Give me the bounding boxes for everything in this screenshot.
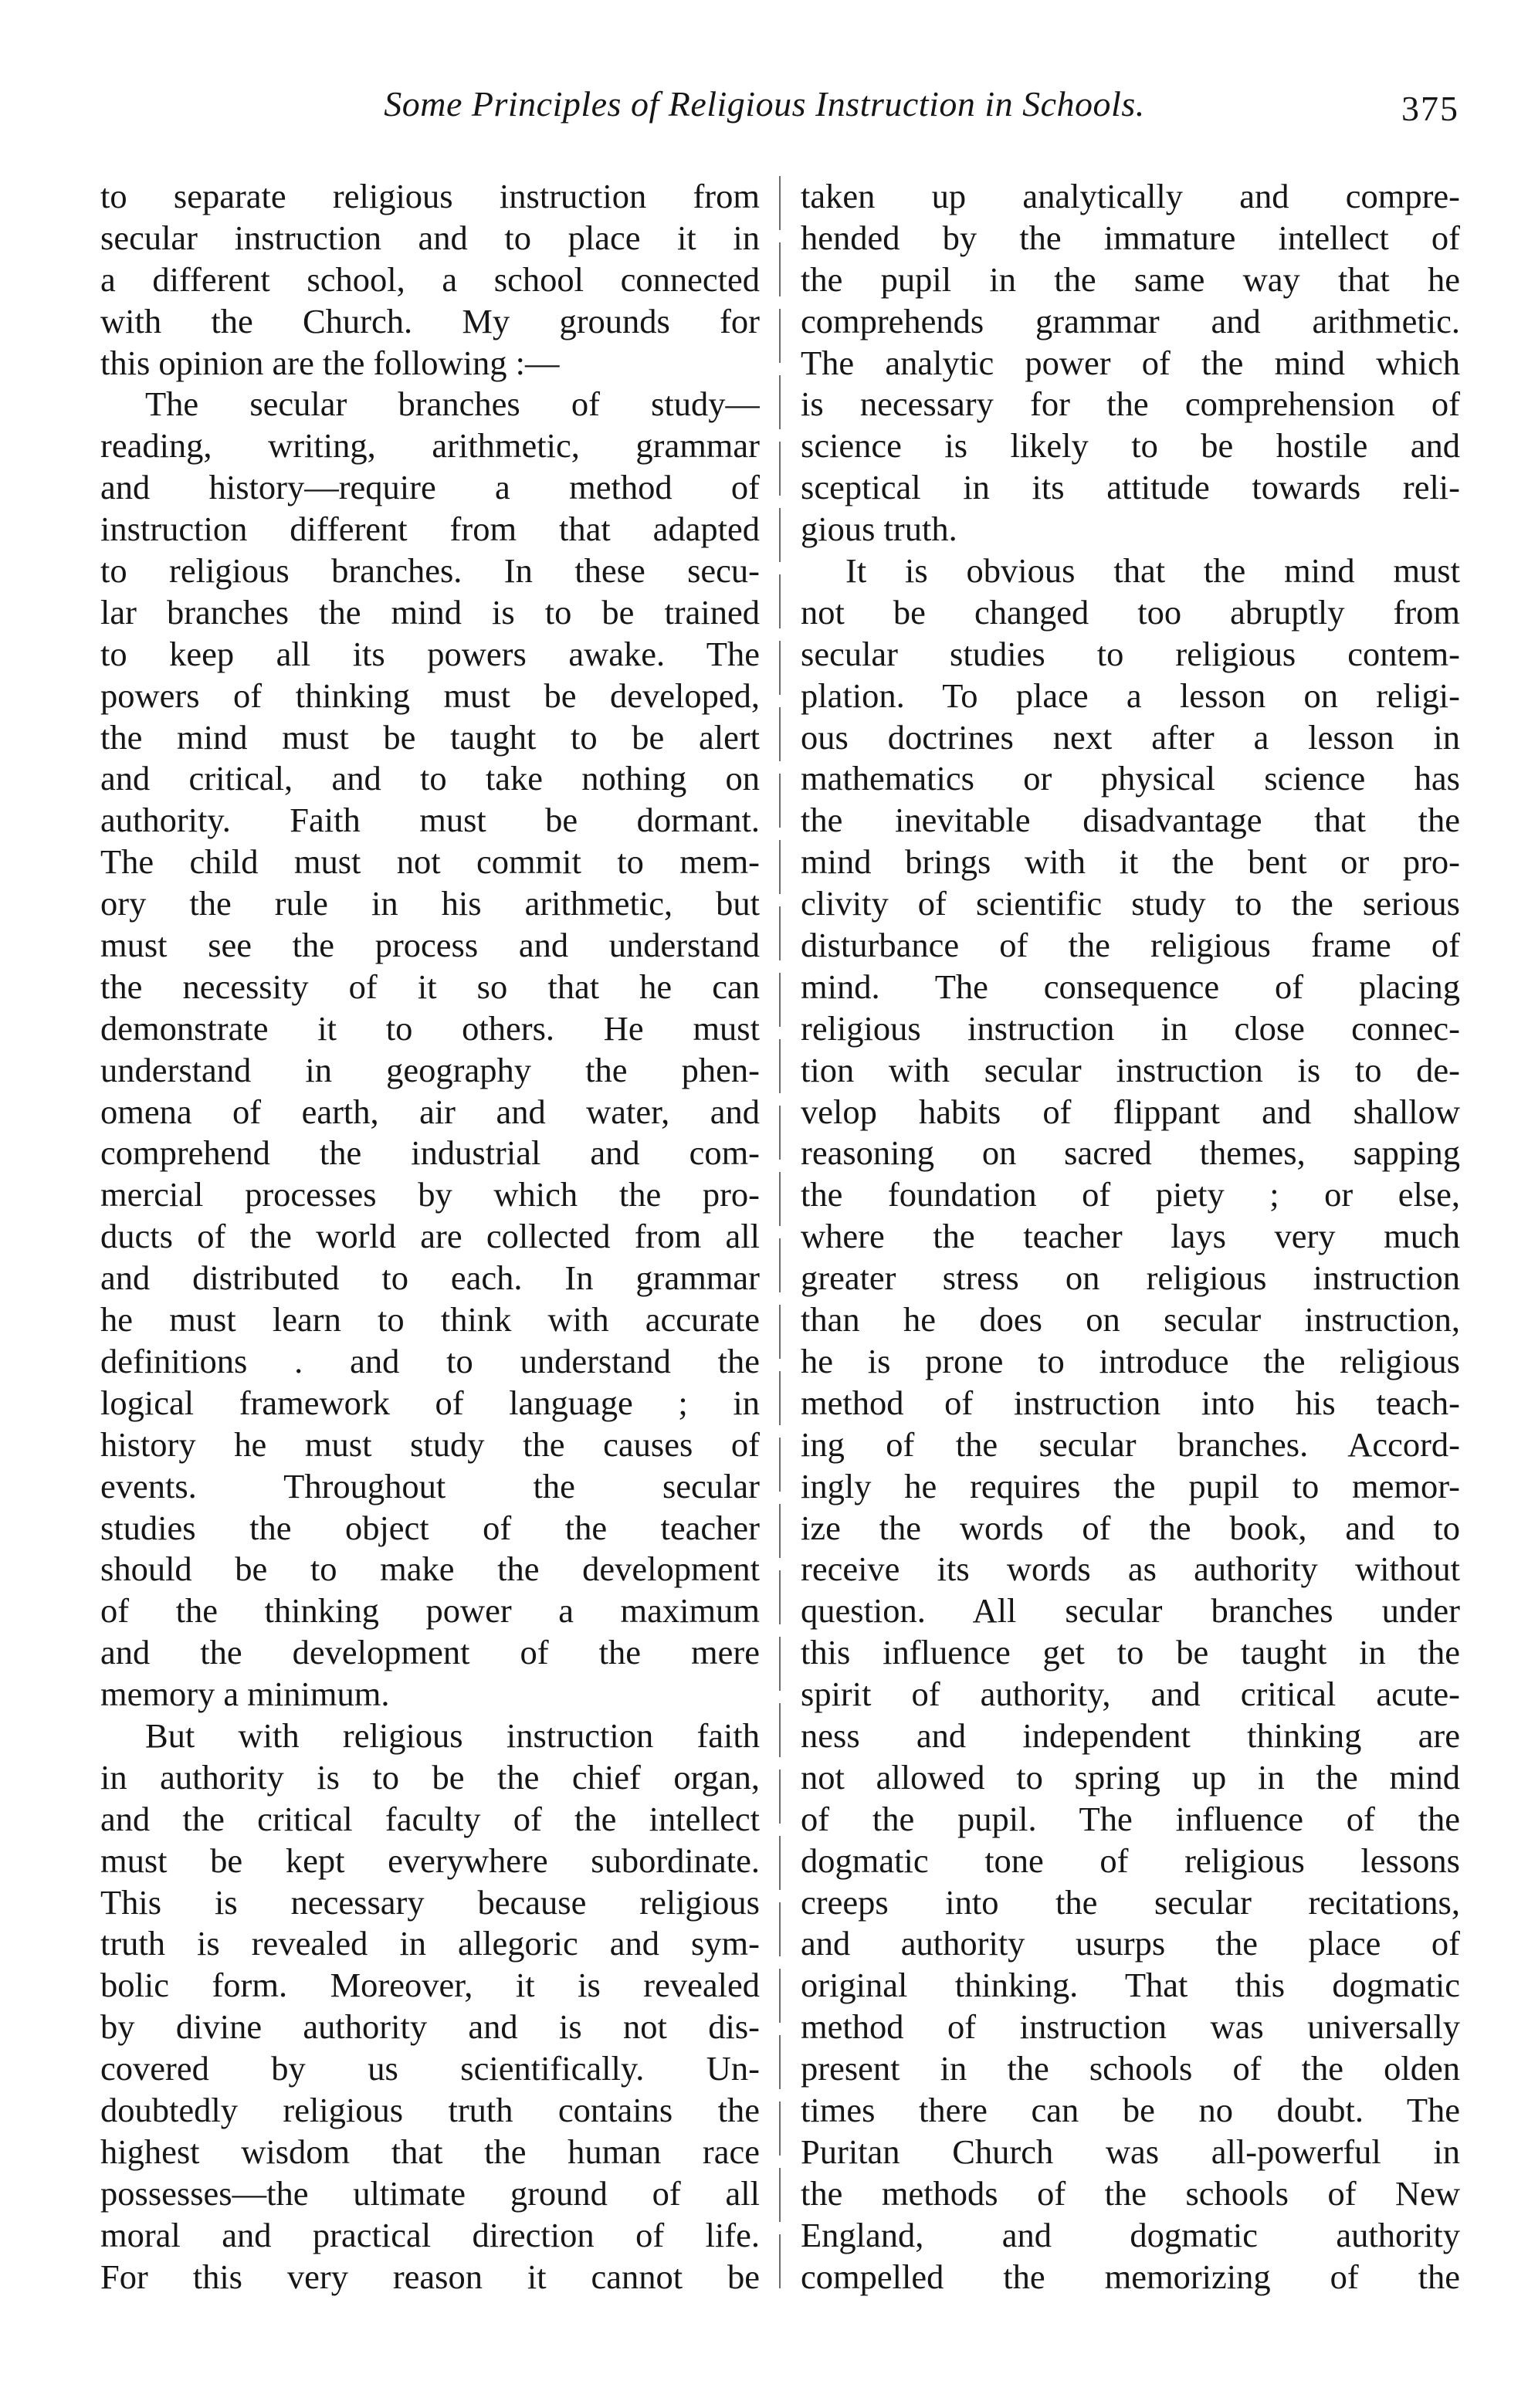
text-line: ous doctrines next after a lesson in <box>801 717 1460 757</box>
text-line: comprehends grammar and arithmetic. <box>801 301 1460 340</box>
text-line: dogmatic tone of religious lessons <box>801 1841 1460 1880</box>
text-line: taken up analytically and compre- <box>801 177 1460 215</box>
text-line: question. All secular branches under <box>801 1591 1460 1631</box>
text-line: must see the process and understand <box>100 926 760 965</box>
text-line: history he must study the causes of <box>100 1424 760 1464</box>
text-line: this influence get to be taught in the <box>801 1633 1460 1672</box>
text-line: not allowed to spring up in the mind <box>801 1757 1460 1797</box>
text-line: ingly he requires the pupil to memor- <box>801 1466 1460 1505</box>
text-line: The child must not commit to mem- <box>100 842 760 882</box>
text-line: method of instruction into his teach- <box>801 1383 1460 1422</box>
text-line: ory the rule in his arithmetic, but <box>100 884 760 923</box>
text-line: than he does on secular instruction, <box>801 1300 1460 1339</box>
right-text-column <box>801 176 1460 2298</box>
text-line: The analytic power of the mind which <box>801 343 1460 382</box>
text-line: ing of the secular branches. Accord- <box>801 1424 1460 1464</box>
text-line: reasoning on sacred themes, sapping <box>801 1133 1460 1173</box>
text-line: must be kept everywhere subordinate. <box>100 1841 760 1880</box>
text-line: lar branches the mind is to be trained <box>100 592 760 632</box>
text-line: of the pupil. The influence of the <box>801 1799 1460 1838</box>
text-line: definitions . and to understand the <box>100 1341 760 1380</box>
text-line: highest wisdom that the human race <box>100 2132 760 2171</box>
text-line: to keep all its powers awake. The <box>100 634 760 673</box>
text-line: of the thinking power a maximum <box>100 1591 760 1631</box>
text-line: the foundation of piety ; or else, <box>801 1175 1460 1214</box>
text-line: memory a minimum. <box>100 1675 390 1714</box>
text-line: gious truth. <box>801 510 957 549</box>
text-line: But with religious instruction faith <box>145 1715 760 1755</box>
text-line: bolic form. Moreover, it is revealed <box>100 1966 760 2005</box>
text-line: method of instruction was universally <box>801 2007 1460 2047</box>
text-line: and the development of the mere <box>100 1633 760 1672</box>
text-line: the mind must be taught to be alert <box>100 717 760 757</box>
text-line: original thinking. That this dogmatic <box>801 1966 1460 2005</box>
text-line: It is obvious that the mind must <box>845 551 1460 591</box>
column-divider-rule <box>779 176 781 2291</box>
text-line: with the Church. My grounds for <box>100 301 760 340</box>
text-line: mind. The consequence of placing <box>801 967 1460 1006</box>
text-line: to separate religious instruction from <box>100 177 760 215</box>
text-line: The secular branches of study— <box>145 384 760 424</box>
text-line: and critical, and to take nothing on <box>100 759 760 798</box>
text-line: the inevitable disadvantage that the <box>801 801 1460 840</box>
text-line: secular instruction and to place it in <box>100 218 760 257</box>
text-line: instruction different from that adapted <box>100 510 760 549</box>
text-line: and history—require a method of <box>100 468 760 507</box>
text-line: plation. To place a lesson on religi- <box>801 676 1460 715</box>
text-line: secular studies to religious contem- <box>801 634 1460 673</box>
text-line: and authority usurps the place of <box>801 1924 1460 1963</box>
text-line: comprehend the industrial and com- <box>100 1133 760 1173</box>
text-line: ness and independent thinking are <box>801 1715 1460 1755</box>
text-line: present in the schools of the olden <box>801 2049 1460 2088</box>
text-line: events. Throughout the secular <box>100 1466 760 1505</box>
text-line: omena of earth, air and water, and <box>100 1092 760 1131</box>
text-line: he must learn to think with accurate <box>100 1300 760 1339</box>
left-text-column <box>100 176 760 2298</box>
text-line: he is prone to introduce the religious <box>801 1341 1460 1380</box>
running-head-title: Some Principles of Religious Instruction in Schools. <box>384 84 1145 124</box>
text-line: covered by us scientifically. Un- <box>100 2049 760 2088</box>
text-line: by divine authority and is not dis- <box>100 2007 760 2047</box>
text-line: clivity of scientific study to the serious <box>801 884 1460 923</box>
text-line: not be changed too abruptly from <box>801 592 1460 632</box>
text-line: logical framework of language ; in <box>100 1383 760 1422</box>
text-line: mathematics or physical science has <box>801 759 1460 798</box>
text-line: For this very reason it cannot be <box>100 2257 760 2296</box>
text-line: creeps into the secular recitations, <box>801 1882 1460 1922</box>
page-number: 375 <box>1401 89 1459 128</box>
text-line: where the teacher lays very much <box>801 1217 1460 1256</box>
text-line: the pupil in the same way that he <box>801 259 1460 299</box>
text-line: times there can be no doubt. The <box>801 2090 1460 2129</box>
text-line: the methods of the schools of New <box>801 2173 1460 2213</box>
text-line: truth is revealed in allegoric and sym- <box>100 1924 760 1963</box>
text-line: should be to make the development <box>100 1549 760 1589</box>
text-line: ducts of the world are collected from all <box>100 1217 760 1256</box>
text-line: disturbance of the religious frame of <box>801 926 1460 965</box>
text-line: in authority is to be the chief organ, <box>100 1757 760 1797</box>
text-line: Puritan Church was all-powerful in <box>801 2132 1460 2171</box>
text-line: reading, writing, arithmetic, grammar <box>100 426 760 466</box>
text-line: spirit of authority, and critical acute- <box>801 1675 1460 1714</box>
text-line: studies the object of the teacher <box>100 1508 760 1547</box>
text-line: powers of thinking must be developed, <box>100 676 760 715</box>
text-line: authority. Faith must be dormant. <box>100 801 760 840</box>
text-line: and distributed to each. In grammar <box>100 1258 760 1298</box>
text-line: England, and dogmatic authority <box>801 2215 1460 2254</box>
text-line: demonstrate it to others. He must <box>100 1008 760 1048</box>
text-line: compelled the memorizing of the <box>801 2257 1460 2296</box>
text-line: to religious branches. In these secu- <box>100 551 760 591</box>
text-line: mind brings with it the bent or pro- <box>801 842 1460 882</box>
text-line: velop habits of flippant and shallow <box>801 1092 1460 1131</box>
text-line: possesses—the ultimate ground of all <box>100 2173 760 2213</box>
text-line: doubtedly religious truth contains the <box>100 2090 760 2129</box>
text-line: receive its words as authority without <box>801 1549 1460 1589</box>
text-line: moral and practical direction of life. <box>100 2215 760 2254</box>
text-line: understand in geography the phen- <box>100 1050 760 1089</box>
text-line: is necessary for the comprehension of <box>801 384 1460 424</box>
text-line: religious instruction in close connec- <box>801 1008 1460 1048</box>
text-line: a different school, a school connected <box>100 259 760 299</box>
text-line: greater stress on religious instruction <box>801 1258 1460 1298</box>
text-line: ize the words of the book, and to <box>801 1508 1460 1547</box>
text-line: mercial processes by which the pro- <box>100 1175 760 1214</box>
text-line: the necessity of it so that he can <box>100 967 760 1006</box>
text-line: tion with secular instruction is to de- <box>801 1050 1460 1089</box>
text-line: sceptical in its attitude towards reli- <box>801 468 1460 507</box>
text-line: This is necessary because religious <box>100 1882 760 1922</box>
text-line: hended by the immature intellect of <box>801 218 1460 257</box>
text-line: this opinion are the following :— <box>100 343 560 382</box>
text-line: science is likely to be hostile and <box>801 426 1460 466</box>
text-line: and the critical faculty of the intellect <box>100 1799 760 1838</box>
